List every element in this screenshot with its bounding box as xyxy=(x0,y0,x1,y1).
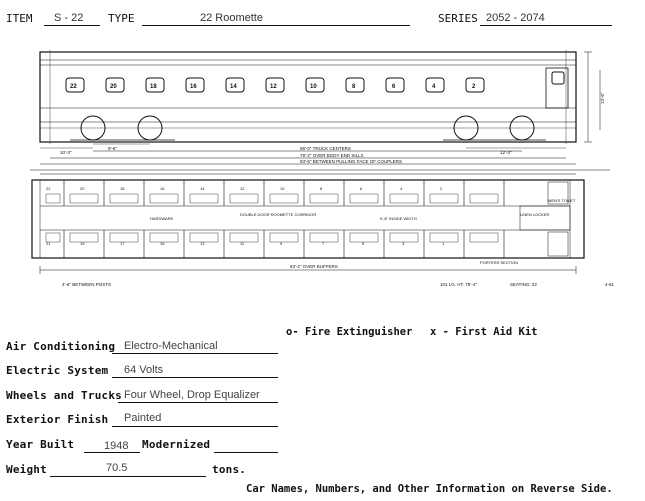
wheels-label: Wheels and Trucks xyxy=(6,389,122,402)
electric-system-value: 64 Volts xyxy=(124,364,164,376)
over-body-end-sills: 79'-2" OVER BODY END SILLS xyxy=(300,153,364,158)
truck-offset-left: 9'-6" xyxy=(108,146,117,151)
window-label: 14 xyxy=(230,84,237,90)
end-dimension: 10'-3" xyxy=(60,150,72,155)
height-dimension: 13'-6" xyxy=(600,92,605,104)
year-built-value: 1948 xyxy=(104,440,129,452)
legend-fire-extinguisher: o- Fire Extinguisher xyxy=(286,326,413,338)
room-number: 5 xyxy=(362,241,365,246)
exterior-finish-value: Painted xyxy=(124,412,162,424)
room-number: 17 xyxy=(120,241,125,246)
drawing-number: 4-61 xyxy=(605,282,615,287)
car-diagram xyxy=(0,30,645,300)
seating: SEATING: 22 xyxy=(510,282,537,287)
room-number: 20 xyxy=(80,186,85,191)
room-number: 19 xyxy=(80,241,85,246)
room-number: 6 xyxy=(360,186,363,191)
type-label: TYPE xyxy=(108,12,135,25)
room-number: 16 xyxy=(160,186,165,191)
window-label: 18 xyxy=(150,84,157,90)
room-number: 7 xyxy=(322,241,325,246)
weight-unit: tons. xyxy=(212,463,247,476)
room-number: 15 xyxy=(160,241,165,246)
weight-value: 70.5 xyxy=(106,462,128,474)
room-number: 22 xyxy=(46,186,51,191)
series-label: SERIES xyxy=(438,12,478,25)
room-dividers xyxy=(64,180,504,258)
linen-locker-label: LINEN LOCKER xyxy=(520,212,550,217)
room-number: 10 xyxy=(280,186,285,191)
item-value: S - 22 xyxy=(54,12,84,24)
window-row xyxy=(66,72,564,92)
room-number: 14 xyxy=(200,186,205,191)
between-posts: 4'-6" BETWEEN POSTS xyxy=(62,282,111,287)
room-number: 12 xyxy=(240,186,245,191)
year-built-label: Year Built xyxy=(6,438,75,451)
porters-section-label: PORTERS SECTION xyxy=(480,260,519,265)
room-number: 13 xyxy=(200,241,205,246)
truck-centers: 59'-0" TRUCK CENTERS xyxy=(300,146,351,151)
item-label: ITEM xyxy=(6,12,33,25)
room-number: 2 xyxy=(440,186,443,191)
modernized-label: Modernized xyxy=(142,438,211,451)
room-numbers-bottom xyxy=(46,241,445,246)
between-coupler-faces: 83'-6" BETWEEN PULLING FACE OF COUPLERS xyxy=(300,159,402,164)
lg-ht: 101 LG. HT. 75'-4" xyxy=(440,282,477,287)
room-number: 21 xyxy=(46,241,51,246)
window-label: 12 xyxy=(270,84,277,90)
room-number: 18 xyxy=(120,186,125,191)
room-number: 9 xyxy=(280,241,283,246)
weight-label: Weight xyxy=(6,463,47,476)
wheels-value: Four Wheel, Drop Equalizer xyxy=(124,389,260,401)
window-label: 10 xyxy=(310,84,317,90)
window-label: 20 xyxy=(110,84,117,90)
mens-toilet-label: MEN'S TOILET xyxy=(548,198,576,203)
room-number: 8 xyxy=(320,186,323,191)
electric-system-label: Electric System xyxy=(6,364,109,377)
hardware-label: HARDWARE xyxy=(150,216,174,221)
window-label: 16 xyxy=(190,84,197,90)
type-value: 22 Roomette xyxy=(200,12,263,24)
exterior-finish-label: Exterior Finish xyxy=(6,413,109,426)
room-number: 4 xyxy=(400,186,403,191)
window-label: 8 xyxy=(352,84,356,90)
air-conditioning-label: Air Conditioning xyxy=(6,340,116,353)
air-conditioning-value: Electro-Mechanical xyxy=(124,340,218,352)
truck-offset-right: 12'-3" xyxy=(500,150,512,155)
corridor-note: DOUBLE DOOR ROOMETTE CORRIDOR xyxy=(240,212,317,217)
window-label: 2 xyxy=(472,84,476,90)
series-value: 2052 - 2074 xyxy=(486,12,545,24)
over-buffers: 83'-2" OVER BUFFERS xyxy=(290,264,338,269)
door-window xyxy=(552,72,564,84)
car-elevation xyxy=(40,50,600,148)
window-label: 4 xyxy=(432,84,436,90)
width-note: 9'-8" INSIDE WIDTH xyxy=(380,216,417,221)
room-number: 3 xyxy=(402,241,405,246)
window-label: 22 xyxy=(70,84,77,90)
roomette-fixtures xyxy=(46,194,498,242)
car-plan xyxy=(32,180,584,258)
room-number: 11 xyxy=(240,241,245,246)
reverse-side-note: Car Names, Numbers, and Other Information on Reverse Side. xyxy=(246,483,613,495)
legend-first-aid: x - First Aid Kit xyxy=(430,326,538,338)
room-numbers-top xyxy=(46,186,443,191)
window-label: 6 xyxy=(392,84,396,90)
room-number: 1 xyxy=(442,241,445,246)
